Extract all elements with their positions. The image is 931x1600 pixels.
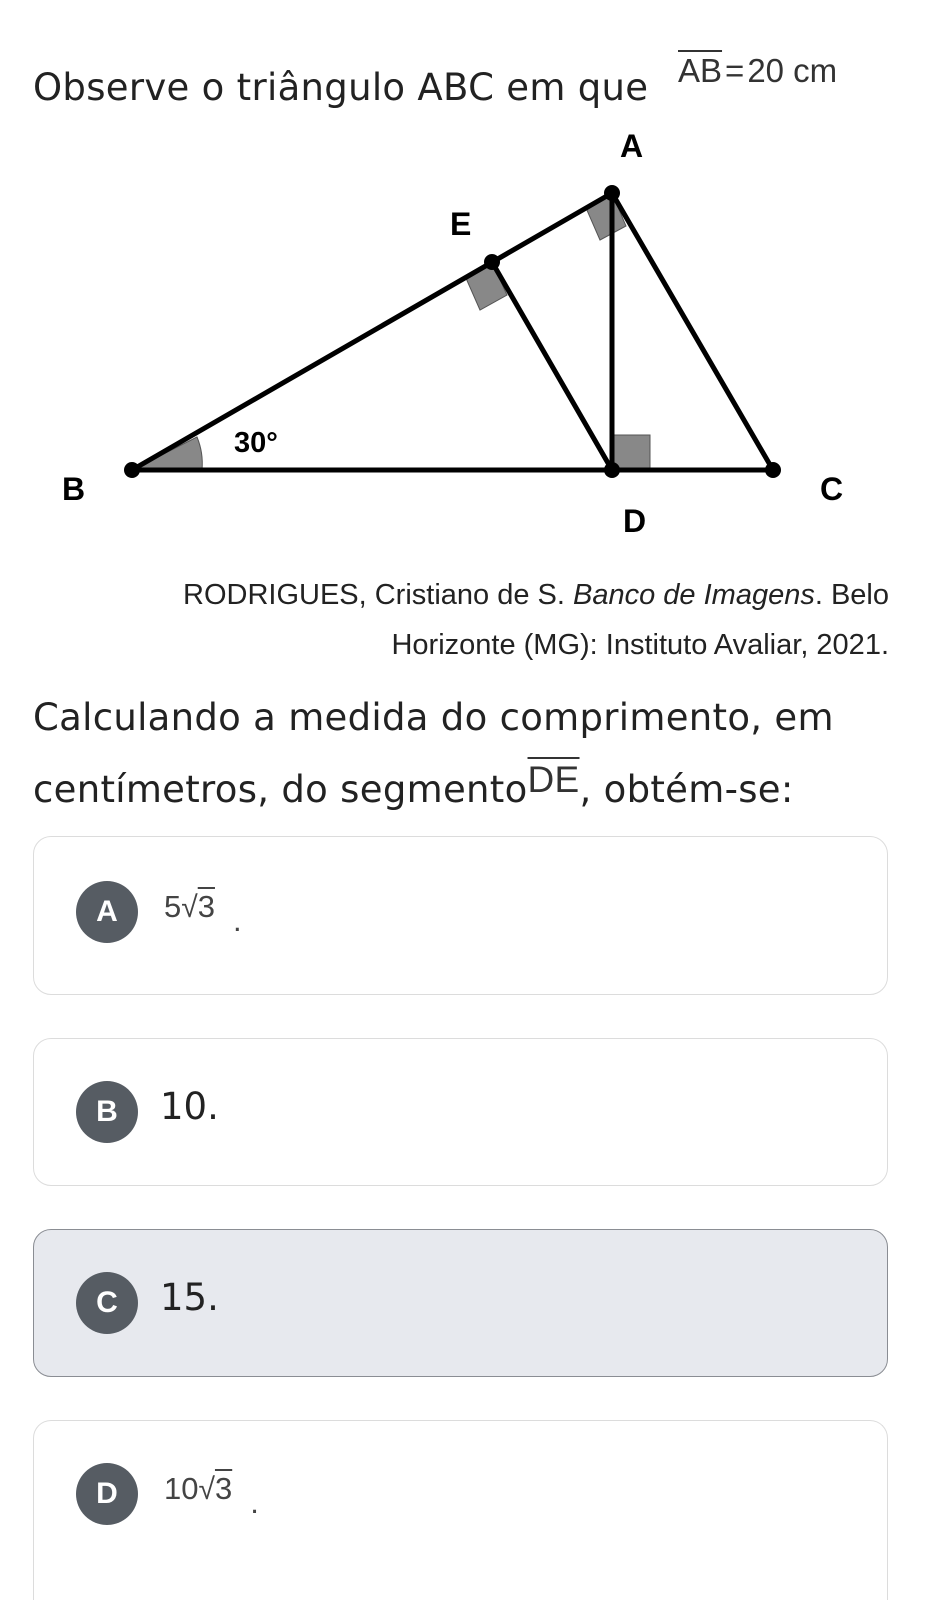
- label-a: A: [620, 128, 644, 164]
- vertex-d: [604, 462, 620, 478]
- option-a[interactable]: [33, 836, 888, 995]
- option-d-period: .: [250, 1485, 259, 1520]
- option-a-value: [164, 889, 242, 938]
- label-e: E: [450, 206, 472, 242]
- right-angle-marker-e: [465, 262, 507, 310]
- prompt-prefix: centímetros, do segmento: [33, 768, 528, 811]
- option-d-badge: D: [76, 1463, 138, 1525]
- segment-ab-equals: =: [725, 52, 745, 89]
- image-credit-line2: Horizonte (MG): Instituto Avaliar, 2021.: [391, 629, 889, 661]
- label-b: B: [62, 471, 86, 507]
- segment-de-label: $\overline{DE}$: [527, 759, 580, 800]
- question-prompt: [33, 682, 834, 826]
- label-d: D: [623, 503, 647, 539]
- label-c: C: [820, 471, 844, 507]
- triangle-figure: [0, 120, 931, 560]
- vertex-e: [484, 254, 500, 270]
- option-b-badge: B: [76, 1081, 138, 1143]
- option-d-value: [164, 1471, 259, 1520]
- right-angle-marker-d: [613, 435, 650, 469]
- option-a-radicand: 3: [197, 889, 215, 924]
- segment-ab-name: $\overline{AB}$: [678, 52, 723, 89]
- option-c-text: 15.: [160, 1276, 219, 1319]
- credit-title: Banco de Imagens: [573, 579, 815, 611]
- option-d-radicand: 3: [214, 1471, 233, 1506]
- vertex-b: [124, 462, 140, 478]
- segment-ab: [132, 193, 612, 470]
- angle-label: 30°: [234, 427, 278, 459]
- option-d-coefficient: 10: [164, 1471, 199, 1506]
- credit-author: RODRIGUES, Cristiano de S.: [183, 579, 573, 611]
- segment-de: [492, 262, 612, 470]
- vertex-c: [765, 462, 781, 478]
- prompt-line-1: Calculando a medida do comprimento, em: [33, 696, 834, 739]
- option-a-coefficient: 5: [164, 889, 182, 924]
- image-credit-line1: [49, 568, 889, 622]
- option-b-text: 10.: [160, 1085, 219, 1128]
- option-c-badge: C: [76, 1272, 138, 1334]
- segment-ab-expression: [678, 52, 837, 90]
- segment-ac: [612, 193, 773, 470]
- credit-city: . Belo: [814, 579, 889, 611]
- right-angle-marker-a: [586, 193, 626, 240]
- prompt-suffix: , obtém-se:: [579, 768, 794, 811]
- option-a-period: .: [232, 903, 242, 938]
- option-a-badge: A: [76, 881, 138, 943]
- option-c[interactable]: [33, 1229, 888, 1377]
- radical-sign-icon: √: [198, 1473, 215, 1506]
- question-intro: Observe o triângulo ABC em que: [33, 66, 649, 109]
- option-d[interactable]: [33, 1420, 888, 1600]
- vertex-a: [604, 185, 620, 201]
- radical-sign-icon: √: [181, 891, 198, 924]
- option-b[interactable]: [33, 1038, 888, 1186]
- segment-ab-value: 20 cm: [747, 52, 838, 89]
- prompt-line-2: [33, 754, 834, 826]
